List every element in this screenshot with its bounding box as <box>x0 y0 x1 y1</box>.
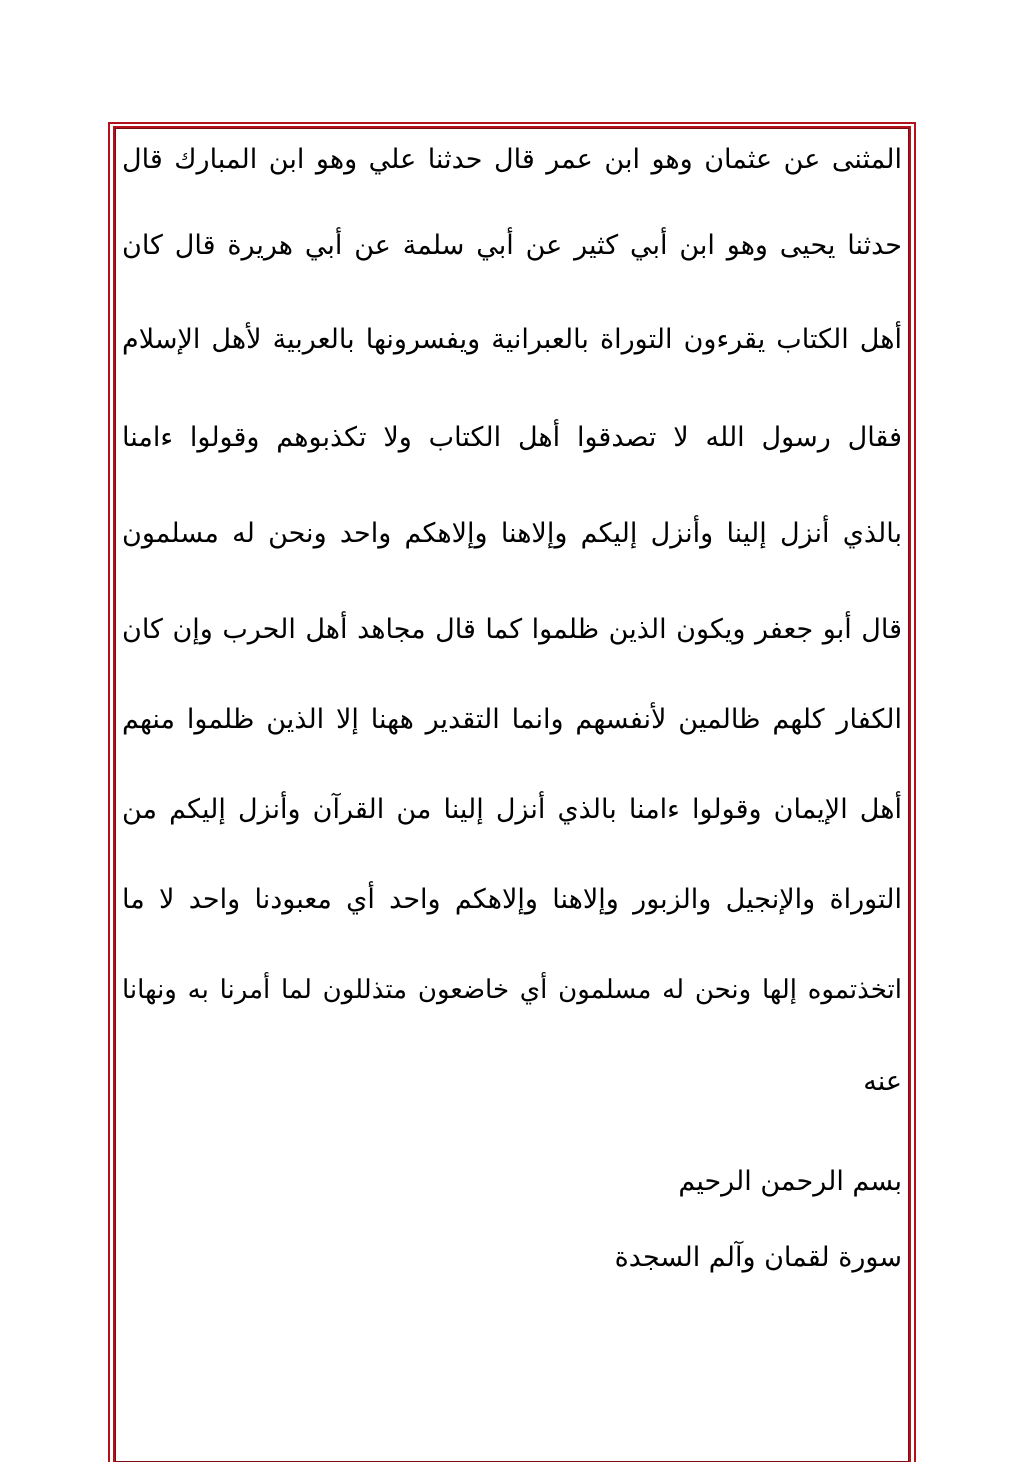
text-line-6: قال أبو جعفر ويكون الذين ظلموا كما قال مجاهد أهل الحرب وإن كان <box>122 614 902 645</box>
basmala-heading: بسم الرحمن الرحيم <box>678 1166 902 1197</box>
text-line-5: بالذي أنزل إلينا وأنزل إليكم وإلاهنا وإلاهكم واحد ونحن له مسلمون <box>122 518 902 549</box>
text-line-2: حدثنا يحيى وهو ابن أبي كثير عن أبي سلمة عن أبي هريرة قال كان <box>122 230 902 261</box>
surah-heading: سورة لقمان وآلم السجدة <box>614 1242 902 1273</box>
text-line-11: عنه <box>863 1066 902 1097</box>
text-line-1: المثنى عن عثمان وهو ابن عمر قال حدثنا علي وهو ابن المبارك قال <box>122 144 902 175</box>
text-line-9: التوراة والإنجيل والزبور وإلاهنا وإلاهكم واحد أي معبودنا واحد لا ما <box>122 884 902 915</box>
text-line-8: أهل الإيمان وقولوا ءامنا بالذي أنزل إلينا من القرآن وأنزل إليكم من <box>122 794 902 825</box>
text-line-4: فقال رسول الله لا تصدقوا أهل الكتاب ولا تكذبوهم وقولوا ءامنا <box>122 422 902 453</box>
text-line-7: الكفار كلهم ظالمين لأنفسهم وانما التقدير ههنا إلا الذين ظلموا منهم <box>122 704 902 735</box>
text-line-3: أهل الكتاب يقرءون التوراة بالعبرانية ويفسرونها بالعربية لأهل الإسلام <box>122 324 902 355</box>
text-line-10: اتخذتموه إلها ونحن له مسلمون أي خاضعون متذللون لما أمرنا به ونهانا <box>122 975 902 1005</box>
